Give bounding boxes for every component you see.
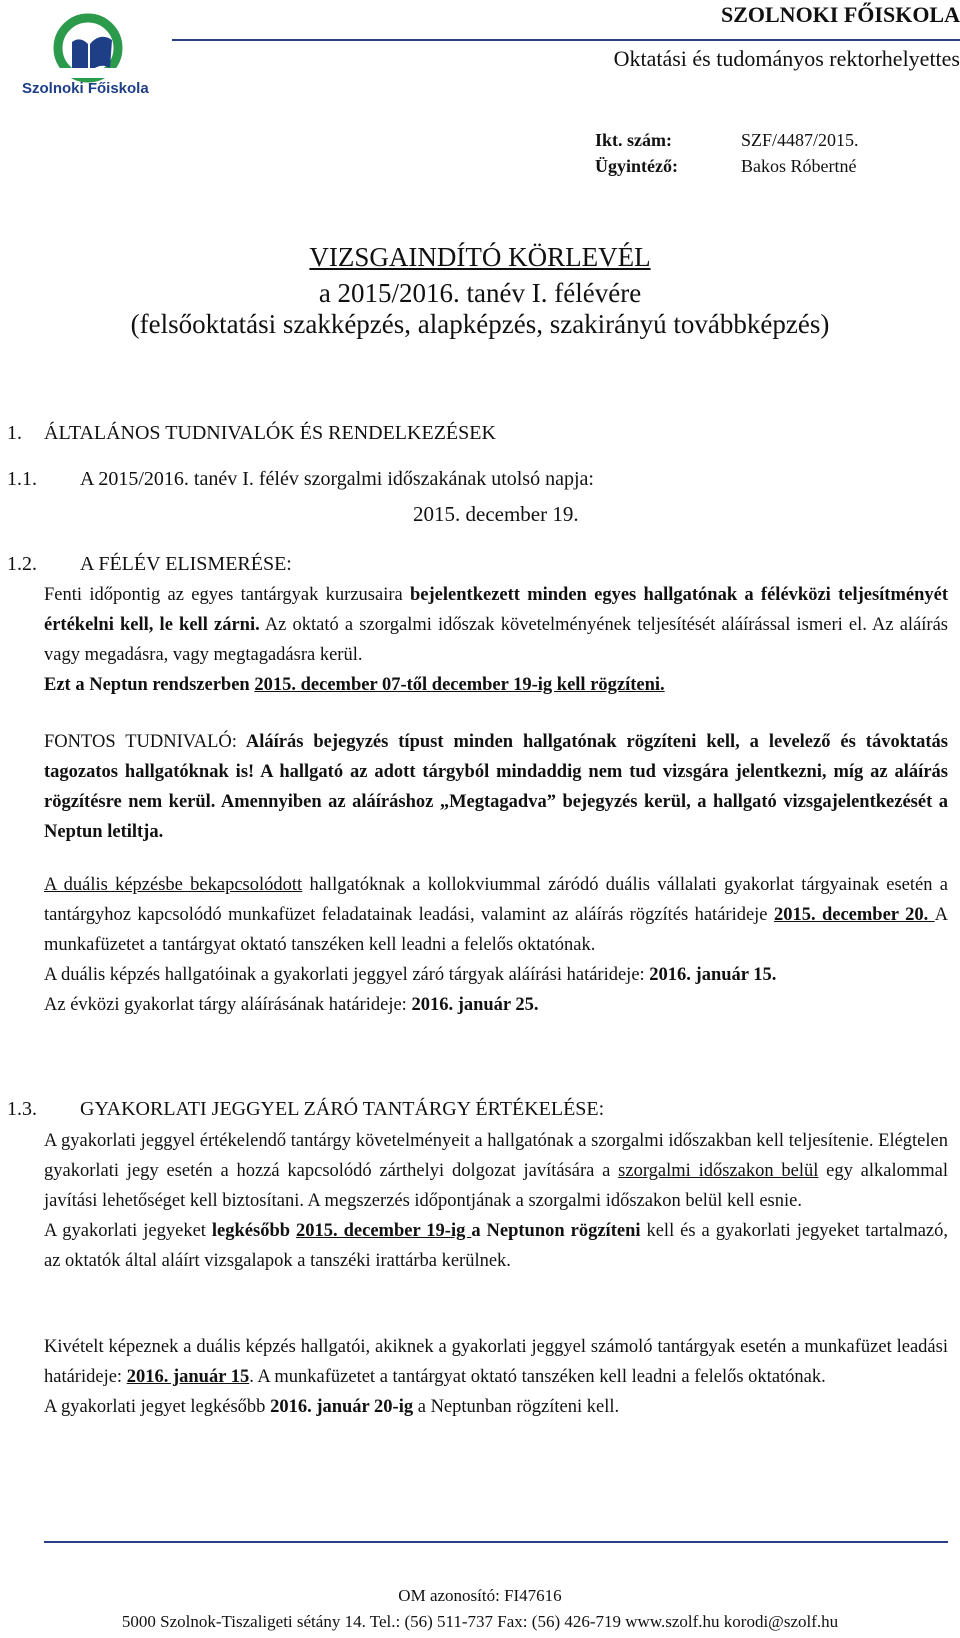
para-text: Az évközi gyakorlat tárgy aláírásának határideje:: [44, 995, 412, 1015]
para-text: A gyakorlati jegyet legkésőbb: [44, 1397, 271, 1417]
final-grade-deadline: 2016. január 20-ig: [270, 1397, 414, 1417]
workbook-deadline: 2016. január 15: [126, 1367, 250, 1387]
dual-signature-deadline: 2016. január 15.: [649, 965, 777, 985]
last-day-date: 2015. december 19.: [413, 502, 579, 526]
ikt-label: Ikt. szám:: [595, 130, 672, 150]
footer-om-id: OM azonosító: FI47616: [398, 1586, 562, 1605]
grade-deadline: 2015. december 19-ig: [296, 1221, 472, 1241]
important-label: FONTOS TUDNIVALÓ:: [44, 732, 237, 752]
logo-book-right: [90, 37, 112, 72]
dual-deadline: 2015. december 20.: [773, 905, 935, 925]
para-text: Az oktató a szorgalmi időszak követelményének teljesítését aláírással ismeri el. Az aláírás vagy megadásra, vagy megtagadásra kerül.: [44, 615, 948, 665]
logo-gap: [60, 68, 120, 78]
section-1-3-title: GYAKORLATI JEGGYEL ZÁRÓ TANTÁRGY ÉRTÉKELÉSE:: [80, 1098, 605, 1120]
para-emphasis: bejelentkezett minden egyes hallgatónak a félévközi teljesítményét értékelni kell, le kell zárni.: [44, 585, 948, 635]
para-text: hallgatóknak a kollokviummal záródó duális vállalati gyakorlat tárgyainak esetén a tantárgyhoz kapcsolódó munkafüzet feladatainak leadási, valamint az aláírás rögzítés határideje: [44, 875, 948, 925]
section-1-2-title: A FÉLÉV ELISMERÉSE:: [80, 553, 292, 575]
dual-training-phrase: A duális képzésbe bekapcsolódott: [44, 875, 303, 895]
para-text: kell és a gyakorlati jegyeket tartalmazó, az oktatók által aláírt vizsgalapok a tanszéki irattárba kerülnek.: [44, 1221, 949, 1271]
section-1-1-title: [80, 468, 594, 491]
neptun-sentence: Ezt a Neptun rendszerben: [44, 675, 255, 695]
exception-paragraph: [44, 1332, 948, 1422]
header-divider: [172, 39, 960, 41]
para-text: egy alkalommal javítási lehetőséget kell biztosítani. A megszerzés időpontjának a szorgalmi időszakon belül kell esnie.: [44, 1161, 949, 1211]
footer-divider: [44, 1541, 948, 1543]
neptun-record-phrase: a Neptunon rögzíteni: [471, 1221, 641, 1241]
office-name: Oktatási és tudományos rektorhelyettes: [613, 46, 960, 71]
section-1-number: 1.: [7, 422, 22, 444]
within-period-phrase: szorgalmi időszakon belül: [618, 1161, 819, 1181]
para-text: A gyakorlati jegyeket: [44, 1221, 212, 1241]
important-text: Aláírás bejegyzés típust minden hallgatónak rögzíteni kell, a levelező és távoktatás tagozatos hallgatóknak is! A hallgató az adott tárgyból mindaddig nem tud vizsgára jelentkezni, míg az aláírás rögzítésre nem kerül. Amennyiben az aláíráshoz „Megtagadva” bejegyzés kerül, a hallgató vizsgajelentkezését a Neptun letiltja.: [44, 732, 948, 842]
para-text: . A munkafüzetet a tantárgyat oktató tanszéken kell leadni a felelős oktatónak.: [249, 1367, 826, 1387]
section-1-3-number: 1.3.: [7, 1098, 37, 1120]
section-1-title: ÁLTALÁNOS TUDNIVALÓK ÉS RENDELKEZÉSEK: [44, 422, 496, 444]
practical-grade-paragraph: [44, 1126, 948, 1276]
footer-address: 5000 Szolnok-Tiszaligeti sétány 14. Tel.: (56) 511-737 Fax: (56) 426-719 www.szolf.hu korodi@szolf.hu: [121, 1612, 839, 1631]
document-subtitle: a 2015/2016. tanév I. félévére: [318, 278, 642, 308]
section-1-1-colon: :: [588, 468, 594, 490]
para-text: A duális képzés hallgatóinak a gyakorlati jeggyel záró tárgyak aláírási határideje:: [44, 965, 650, 985]
dual-training-paragraph: [44, 870, 948, 1020]
important-note-paragraph: [44, 727, 948, 847]
section-1-1-number: 1.1.: [7, 468, 37, 490]
para-text: A gyakorlati jeggyel értékelendő tantárgy követelményeit a hallgatónak a szorgalmi időszakban kell teljesítenie. Elégtelen gyakorlati jegy esetén a hozzá kapcsolódó zárthelyi dolgozat javítására a: [44, 1131, 948, 1181]
section-1-1-title-text: A 2015/2016. tanév I. félév szorgalmi időszakának utolsó napja: [80, 468, 589, 490]
section-1-2-number: 1.2.: [7, 553, 37, 575]
para-text: a Neptunban rögzíteni kell.: [413, 1397, 620, 1417]
logo-text: Szolnoki Főiskola: [22, 80, 149, 97]
para-text: Kivételt képeznek a duális képzés hallgatói, akiknek a gyakorlati jeggyel számoló tantárgyak esetén a munkafüzet leadási határideje:: [44, 1337, 948, 1387]
neptun-deadline: 2015. december 07-től december 19-ig kell rögzíteni.: [254, 675, 665, 695]
latest-word: legkésőbb: [211, 1221, 291, 1241]
logo-book-left: [72, 39, 88, 72]
ugyintezo-value: Bakos Róbertné: [741, 156, 857, 176]
ugyintezo-label: Ügyintéző:: [595, 156, 678, 176]
ikt-value: SZF/4487/2015.: [741, 130, 859, 150]
para-text: A munkafüzetet a tantárgyat oktató tanszéken kell leadni a felelős oktatónak.: [44, 905, 948, 955]
practice-signature-deadline: 2016. január 25.: [411, 995, 539, 1015]
document-title: VIZSGAINDÍTÓ KÖRLEVÉL: [309, 242, 651, 272]
semester-recognition-paragraph: [44, 580, 948, 700]
institution-name: SZOLNOKI FŐISKOLA: [720, 2, 960, 27]
document-scope: (felsőoktatási szakképzés, alapképzés, szakirányú továbbképzés): [130, 309, 830, 339]
para-text: Fenti időpontig az egyes tantárgyak kurzusaira: [44, 585, 411, 605]
